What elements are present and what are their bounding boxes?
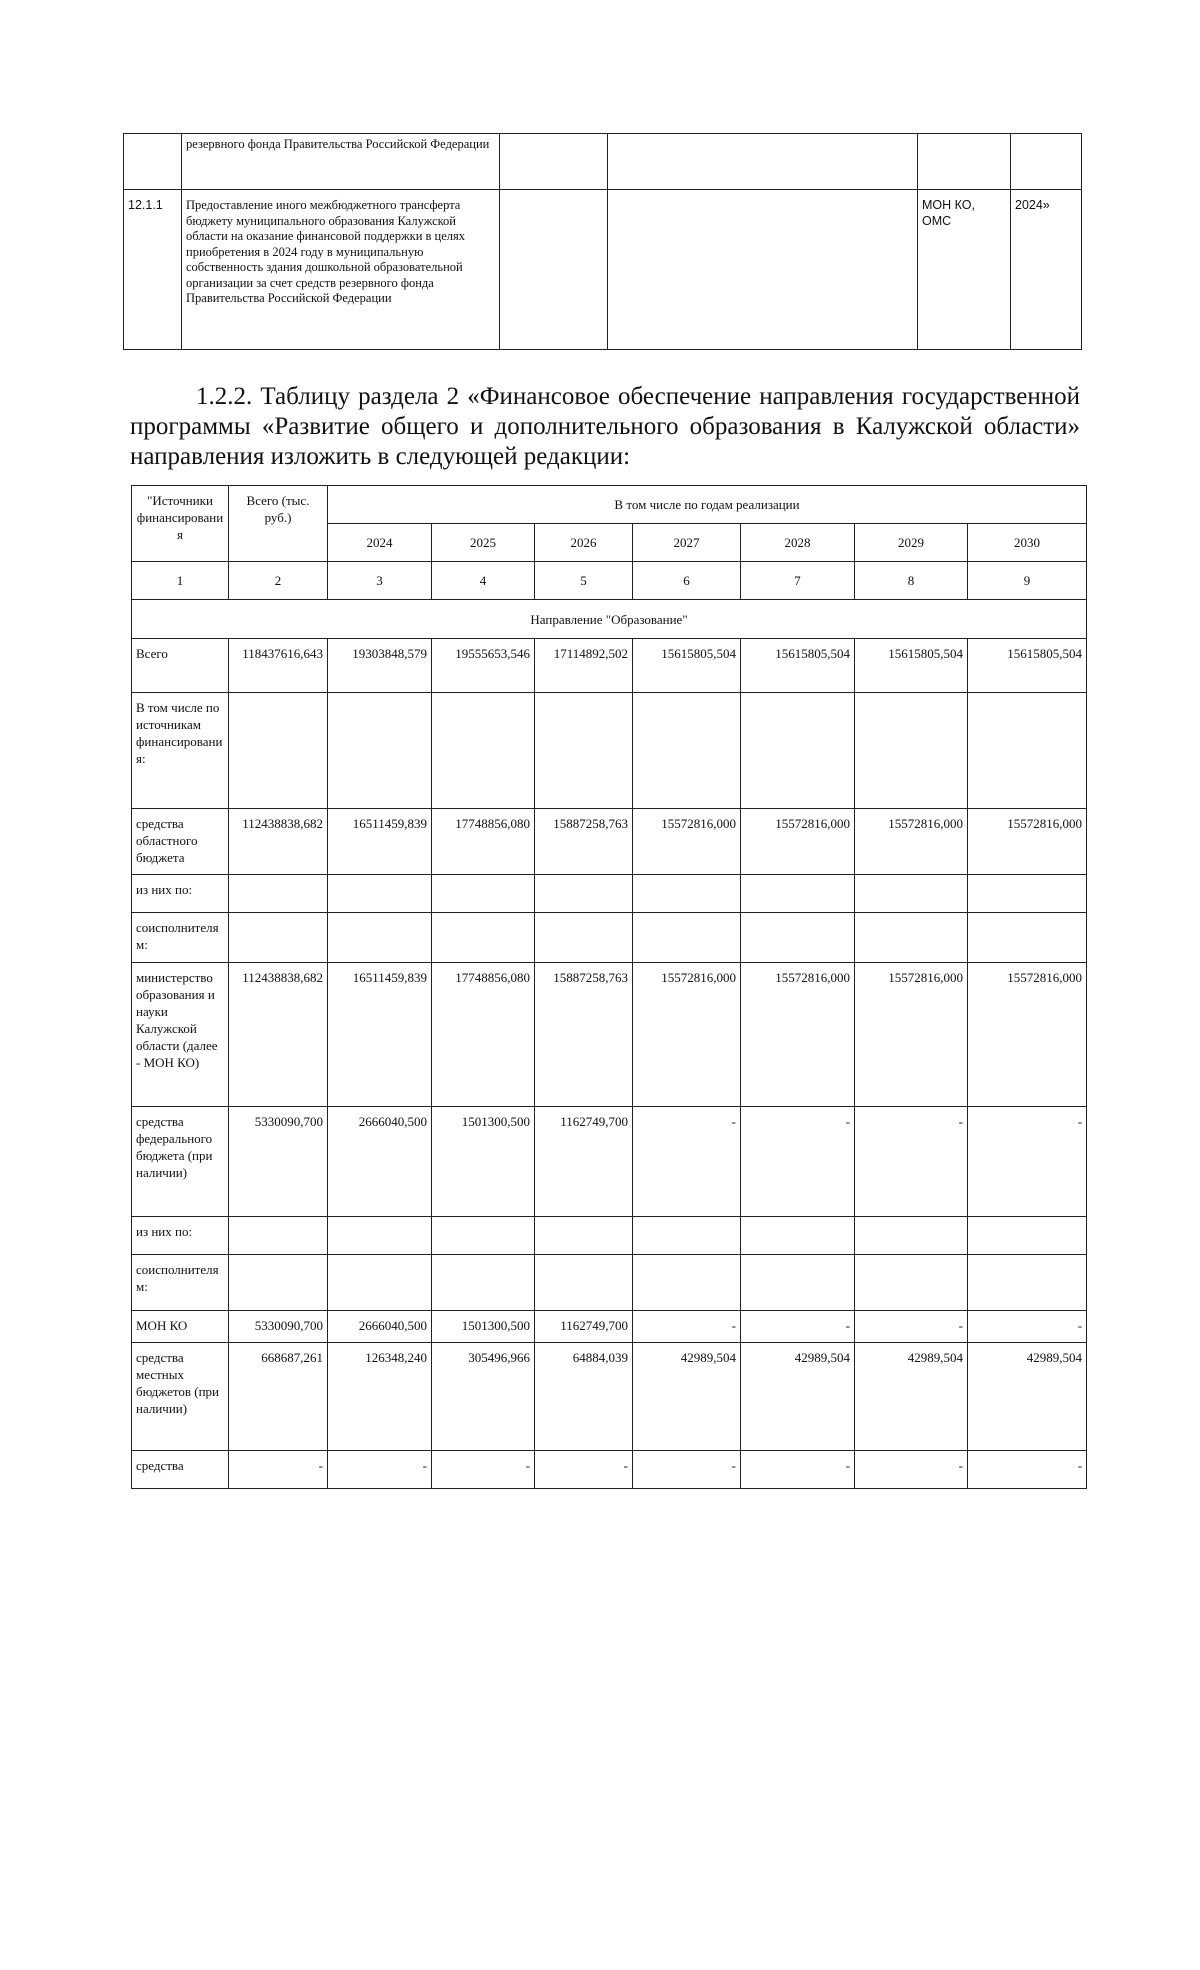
table-row <box>132 1311 1087 1343</box>
total-value: 5330090,700 <box>229 1107 328 1217</box>
year-value: - <box>741 1107 855 1217</box>
table-row <box>132 1217 1087 1255</box>
year-value: - <box>432 1451 535 1489</box>
amendment-paragraph: 1.2.2. Таблицу раздела 2 «Финансовое обеспечение направления государственной программы «Развитие общего и дополнительного образования в Калужской области» направления изложить в следующей редакции: <box>130 383 1080 470</box>
section-title: Направление "Образование" <box>132 600 1087 639</box>
year-value: 126348,240 <box>328 1343 432 1451</box>
column-numbers-row <box>132 562 1087 600</box>
year-value <box>741 1255 855 1311</box>
year-value: - <box>633 1107 741 1217</box>
year <box>1011 134 1082 190</box>
year-value <box>968 913 1087 963</box>
activity-text: резервного фонда Правительства Российской Федерации <box>182 134 500 190</box>
source-label: соисполнителям: <box>132 913 229 963</box>
year-value <box>741 875 855 913</box>
year-value: 16511459,839 <box>328 963 432 1107</box>
year-value: 1501300,500 <box>432 1107 535 1217</box>
finance-table <box>131 485 1087 1489</box>
source-label: министерство образования и науки Калужской области (далее - МОН КО) <box>132 963 229 1107</box>
section-row <box>132 600 1087 639</box>
source-label: В том числе по источникам финансирования: <box>132 693 229 809</box>
year-value <box>741 1217 855 1255</box>
col-number: 4 <box>432 562 535 600</box>
year-value <box>432 1217 535 1255</box>
total-value: - <box>229 1451 328 1489</box>
year-value: - <box>633 1311 741 1343</box>
year-value <box>855 1255 968 1311</box>
total-value <box>229 913 328 963</box>
total-value: 5330090,700 <box>229 1311 328 1343</box>
year-value <box>328 1217 432 1255</box>
col-number: 2 <box>229 562 328 600</box>
year-value <box>855 875 968 913</box>
year-value: - <box>855 1311 968 1343</box>
source-label: средства областного бюджета <box>132 809 229 875</box>
table-row <box>132 1107 1087 1217</box>
total-value <box>229 875 328 913</box>
year-value: 15572816,000 <box>741 809 855 875</box>
source-label: МОН КО <box>132 1311 229 1343</box>
year-value <box>432 875 535 913</box>
table-row <box>132 1255 1087 1311</box>
year-value: - <box>741 1451 855 1489</box>
year-value <box>633 693 741 809</box>
source-label: соисполнителям: <box>132 1255 229 1311</box>
year-value: 305496,966 <box>432 1343 535 1451</box>
year-value: 42989,504 <box>741 1343 855 1451</box>
year-value: - <box>741 1311 855 1343</box>
year-value <box>741 913 855 963</box>
year-value <box>328 913 432 963</box>
year-value: 16511459,839 <box>328 809 432 875</box>
year-value: 17748856,080 <box>432 963 535 1107</box>
year-value: - <box>633 1451 741 1489</box>
year-value <box>968 693 1087 809</box>
header-year: 2024 <box>328 524 432 562</box>
col-number: 1 <box>132 562 229 600</box>
year-value: - <box>968 1311 1087 1343</box>
col-number: 8 <box>855 562 968 600</box>
table-row <box>132 809 1087 875</box>
table-row <box>132 639 1087 693</box>
table-row <box>132 1451 1087 1489</box>
empty-cell <box>500 134 608 190</box>
year-value: 15572816,000 <box>968 963 1087 1107</box>
activities-table <box>123 133 1082 350</box>
year-value: 1162749,700 <box>535 1107 633 1217</box>
header-year: 2027 <box>633 524 741 562</box>
year-value: 19555653,546 <box>432 639 535 693</box>
year-value: - <box>968 1451 1087 1489</box>
year-value <box>328 875 432 913</box>
year-value: 15572816,000 <box>968 809 1087 875</box>
empty-cell <box>608 134 918 190</box>
year-value: 15615805,504 <box>633 639 741 693</box>
year-value <box>741 693 855 809</box>
table-row <box>132 1343 1087 1451</box>
empty-cell <box>608 190 918 350</box>
year-value: 1162749,700 <box>535 1311 633 1343</box>
table-row <box>132 913 1087 963</box>
year-value <box>432 693 535 809</box>
year-value: 15572816,000 <box>855 963 968 1107</box>
year-value: 1501300,500 <box>432 1311 535 1343</box>
year-value: 15572816,000 <box>633 963 741 1107</box>
year: 2024» <box>1011 190 1082 350</box>
year-value: 42989,504 <box>855 1343 968 1451</box>
header-year: 2030 <box>968 524 1087 562</box>
header-year: 2026 <box>535 524 633 562</box>
source-label: из них по: <box>132 875 229 913</box>
table-row <box>132 693 1087 809</box>
total-value: 112438838,682 <box>229 963 328 1107</box>
year-value <box>855 913 968 963</box>
year-value <box>432 913 535 963</box>
year-value: 15615805,504 <box>855 639 968 693</box>
responsible: МОН КО, ОМС <box>918 190 1011 350</box>
row-number <box>124 134 182 190</box>
header-sources: "Источники финансирования <box>132 486 229 562</box>
source-label: Всего <box>132 639 229 693</box>
table-row <box>132 963 1087 1107</box>
col-number: 9 <box>968 562 1087 600</box>
year-value <box>535 913 633 963</box>
total-value: 668687,261 <box>229 1343 328 1451</box>
total-value <box>229 1255 328 1311</box>
year-value <box>968 1255 1087 1311</box>
col-number: 7 <box>741 562 855 600</box>
source-label: средства <box>132 1451 229 1489</box>
year-value: - <box>968 1107 1087 1217</box>
year-value: 42989,504 <box>633 1343 741 1451</box>
year-value: 15615805,504 <box>968 639 1087 693</box>
source-label: из них по: <box>132 1217 229 1255</box>
source-label: средства местных бюджетов (при наличии) <box>132 1343 229 1451</box>
year-value <box>855 693 968 809</box>
col-number: 6 <box>633 562 741 600</box>
year-value <box>633 1255 741 1311</box>
empty-cell <box>500 190 608 350</box>
year-value <box>328 1255 432 1311</box>
year-value: - <box>328 1451 432 1489</box>
source-label: средства федерального бюджета (при наличии) <box>132 1107 229 1217</box>
year-value: 15572816,000 <box>741 963 855 1107</box>
year-value <box>968 875 1087 913</box>
year-value: 42989,504 <box>968 1343 1087 1451</box>
year-value: 17748856,080 <box>432 809 535 875</box>
col-number: 5 <box>535 562 633 600</box>
header-year: 2025 <box>432 524 535 562</box>
year-value <box>855 1217 968 1255</box>
total-value <box>229 1217 328 1255</box>
header-year: 2028 <box>741 524 855 562</box>
year-value: 15572816,000 <box>855 809 968 875</box>
col-number: 3 <box>328 562 432 600</box>
year-value: 15615805,504 <box>741 639 855 693</box>
year-value <box>432 1255 535 1311</box>
total-value: 118437616,643 <box>229 639 328 693</box>
year-value: 2666040,500 <box>328 1311 432 1343</box>
table-row <box>124 134 1082 190</box>
year-value <box>535 1255 633 1311</box>
total-value: 112438838,682 <box>229 809 328 875</box>
year-value <box>535 693 633 809</box>
table-row <box>124 190 1082 350</box>
year-value: - <box>535 1451 633 1489</box>
header-by-years: В том числе по годам реализации <box>328 486 1087 524</box>
year-value: 2666040,500 <box>328 1107 432 1217</box>
year-value <box>633 913 741 963</box>
finance-table-body <box>132 639 1087 1489</box>
year-value <box>535 875 633 913</box>
year-value <box>535 1217 633 1255</box>
year-value: 17114892,502 <box>535 639 633 693</box>
year-value: 19303848,579 <box>328 639 432 693</box>
year-value: 64884,039 <box>535 1343 633 1451</box>
year-value <box>328 693 432 809</box>
year-value: 15887258,763 <box>535 809 633 875</box>
total-value <box>229 693 328 809</box>
year-value: - <box>855 1451 968 1489</box>
header-year: 2029 <box>855 524 968 562</box>
responsible <box>918 134 1011 190</box>
table-row <box>132 875 1087 913</box>
year-value <box>968 1217 1087 1255</box>
year-value: 15572816,000 <box>633 809 741 875</box>
header-row <box>132 486 1087 524</box>
header-total: Всего (тыс. руб.) <box>229 486 328 562</box>
year-value <box>633 875 741 913</box>
year-value: - <box>855 1107 968 1217</box>
row-number: 12.1.1 <box>124 190 182 350</box>
activity-text: Предоставление иного межбюджетного трансферта бюджету муниципального образования Калужской области на оказание финансовой поддержки в целях приобретения в 2024 году в муниципальную собственность здания дошкольной образовательной организации за счет средств резервного фонда Правительства Российской Федерации <box>182 190 500 350</box>
year-value: 15887258,763 <box>535 963 633 1107</box>
year-value <box>633 1217 741 1255</box>
